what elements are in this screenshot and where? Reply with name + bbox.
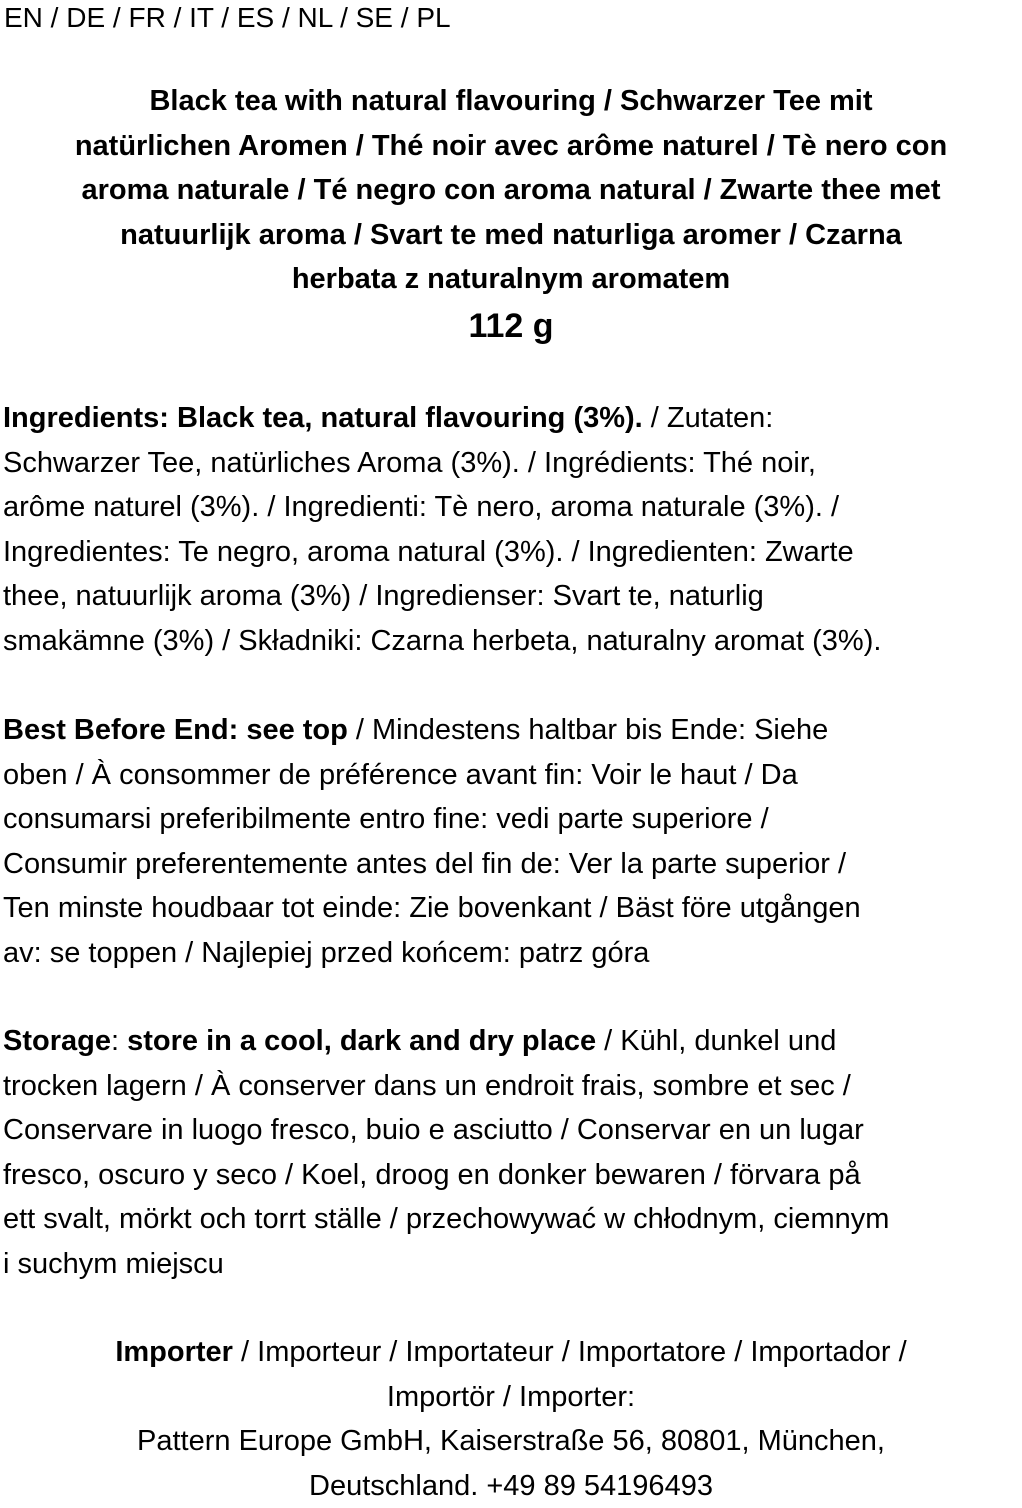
importer-section [0,1330,1022,1508]
ingredients-heading: Ingredients: Black tea, natural flavouring (3%). [3,402,643,434]
importer-line: Importör / Importer: [0,1375,1022,1420]
net-weight: 112 g [0,300,1022,352]
best-before-line: Consumir preferentemente antes del fin de: Ver la parte superior / [3,842,1022,887]
storage-line: fresco, oscuro y seco / Koel, droog en donker bewaren / förvara på [3,1153,1022,1198]
storage-line: i suchym miejscu [3,1242,1022,1287]
ingredients-section [3,396,1022,663]
ingredients-line [3,396,1022,441]
ingredients-line: smakämne (3%) / Składniki: Czarna herbeta, naturalny aromat (3%). [3,619,1022,664]
importer-text: / Importeur / Importateur / Importatore / Importador / [233,1336,907,1368]
storage-heading: Storage [3,1025,111,1057]
storage-line [3,1019,1022,1064]
best-before-line: Ten minste houdbaar tot einde: Zie bovenkant / Bäst före utgången [3,886,1022,931]
storage-colon: : [111,1025,127,1057]
importer-address: Pattern Europe GmbH, Kaiserstraße 56, 80801, München, [0,1419,1022,1464]
ingredients-line: Ingredientes: Te negro, aroma natural (3%). / Ingredienten: Zwarte [3,530,1022,575]
importer-heading: Importer [115,1336,233,1368]
title-line: herbata z naturalnym aromatem [0,257,1022,302]
best-before-line: consumarsi preferibilmente entro fine: vedi parte superiore / [3,797,1022,842]
ingredients-line: Schwarzer Tee, natürliches Aroma (3%). / Ingrédients: Thé noir, [3,441,1022,486]
importer-contact: Deutschland. +49 89 54196493 [0,1464,1022,1508]
best-before-heading: Best Before End: see top [3,714,348,746]
importer-line [0,1330,1022,1375]
storage-line: Conservare in luogo fresco, buio e asciutto / Conservar en un lugar [3,1108,1022,1153]
best-before-text: / Mindestens haltbar bis Ende: Siehe [348,714,828,746]
storage-line: trocken lagern / À conserver dans un endroit frais, sombre et sec / [3,1064,1022,1109]
language-codes: EN / DE / FR / IT / ES / NL / SE / PL [4,0,451,36]
title-line: natuurlijk aroma / Svart te med naturliga aromer / Czarna [0,213,1022,258]
ingredients-line: arôme naturel (3%). / Ingredienti: Tè nero, aroma naturale (3%). / [3,485,1022,530]
title-line: Black tea with natural flavouring / Schwarzer Tee mit [0,79,1022,124]
title-line: aroma naturale / Té negro con aroma natural / Zwarte thee met [0,168,1022,213]
storage-instruction: store in a cool, dark and dry place [127,1025,596,1057]
best-before-line: av: se toppen / Najlepiej przed końcem: patrz góra [3,931,1022,976]
ingredients-text: / Zutaten: [643,402,774,434]
storage-section [3,1019,1022,1286]
ingredients-line: thee, natuurlijk aroma (3%) / Ingredienser: Svart te, naturlig [3,574,1022,619]
product-title [0,79,1022,302]
best-before-line [3,708,1022,753]
storage-line: ett svalt, mörkt och torrt ställe / przechowywać w chłodnym, ciemnym [3,1197,1022,1242]
storage-text: / Kühl, dunkel und [596,1025,836,1057]
best-before-section [3,708,1022,975]
best-before-line: oben / À consommer de préférence avant fin: Voir le haut / Da [3,753,1022,798]
title-line: natürlichen Aromen / Thé noir avec arôme naturel / Tè nero con [0,124,1022,169]
